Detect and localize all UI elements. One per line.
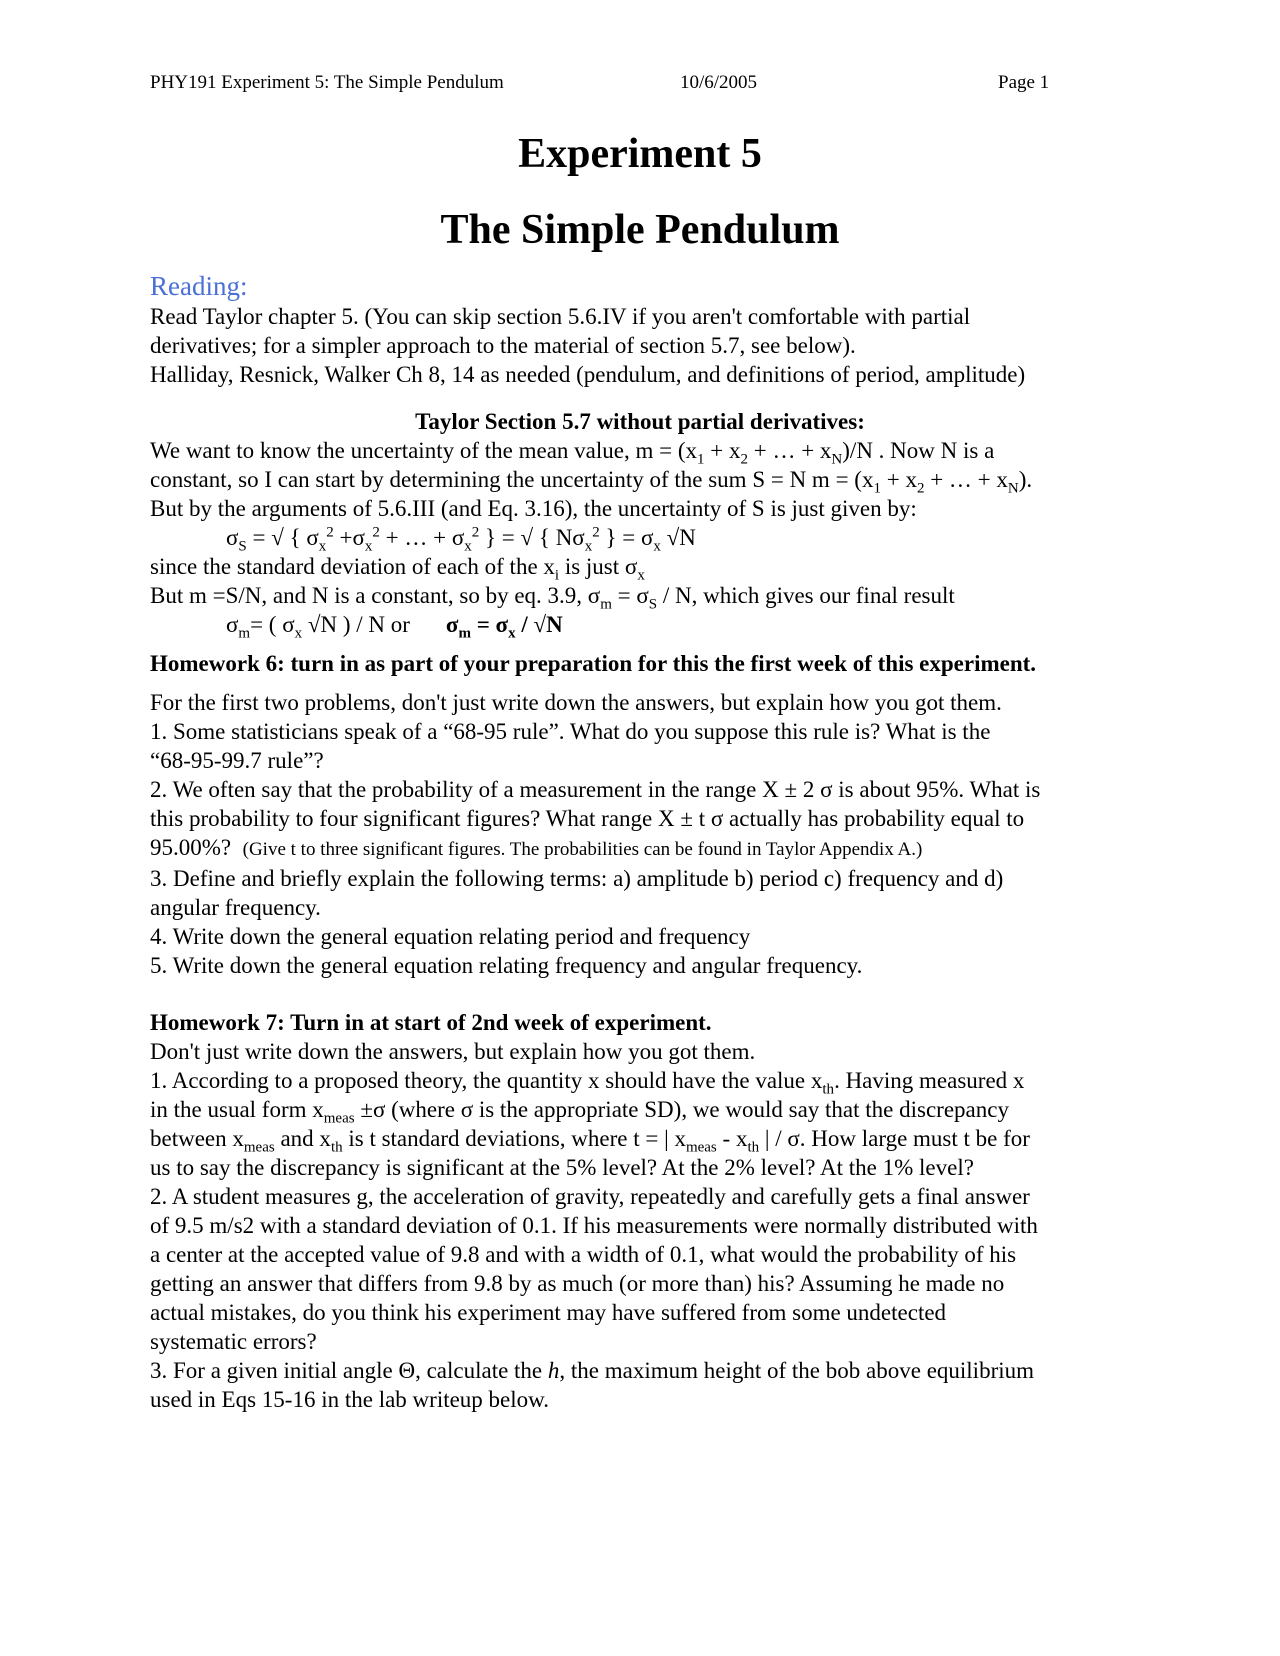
homework-7-heading: Homework 7: Turn in at start of 2nd week of experiment. (150, 1010, 712, 1035)
hw7-question-line: in the usual form $x_{meas} \pm\sigma$ (where σ is the appropriate SD), we would say that the discrepancy (150, 1097, 1009, 1127)
homework-6-heading: Homework 6: turn in as part of your preparation for this the first week of this experiment. (150, 651, 1037, 676)
header-page-number: Page 1 (998, 72, 1050, 93)
reading-heading: Reading: (150, 271, 248, 301)
taylor-section-heading: Taylor Section 5.7 without partial derivatives: (415, 409, 865, 434)
sigma-s-equation: $\sigma_S$ = √ { $\sigma_x^2 +\sigma_x^2$ + … + $\sigma_x^2$ } = √ { $N\sigma_x^2$ } = $\sigma_x$ √N (226, 524, 696, 555)
hw6-question-line: 2. We often say that the probability of a measurement in the range X ± 2 σ is about 95%. What is (150, 777, 1041, 802)
hw7-question-line: used in Eqs 15-16 in the lab writeup below. (150, 1387, 550, 1412)
hw7-question-line: getting an answer that differs from 9.8 by as much (or more than) his? Assuming he made no (150, 1271, 1005, 1296)
taylor-line: But by the arguments of 5.6.III (and Eq. 3.16), the uncertainty of S is just given by: (150, 496, 917, 521)
header-date: 10/6/2005 (680, 72, 758, 93)
taylor-line: But m =S/N, and N is a constant, so by eq. 3.9, $\sigma_m = \sigma_S / N$, which gives our final result (150, 583, 955, 613)
header-course: PHY191 Experiment 5: The Simple Pendulum (150, 72, 504, 93)
sigma-m-equation: $\sigma_m=$ ( $\sigma_x$ √N ) / N or $\sigma_m = \sigma_x / √N$ (226, 612, 563, 642)
hw6-question-line: 5. Write down the general equation relating frequency and angular frequency. (150, 953, 863, 978)
document-page (150, 72, 1130, 1414)
hw7-question-line: actual mistakes, do you think his experiment may have suffered from some undetected (150, 1300, 947, 1325)
hw7-question-line: 3. For a given initial angle Θ, calculate the h, the maximum height of the bob above equilibrium (150, 1358, 1035, 1383)
reading-line: Read Taylor chapter 5. (You can skip section 5.6.IV if you aren't comfortable with partial (150, 304, 971, 329)
hw6-question-line: 4. Write down the general equation relating period and frequency (150, 924, 751, 949)
taylor-line: We want to know the uncertainty of the mean value, $m = (x_1 + x_2$ + … + $x_N)/N$ . Now N is a (150, 438, 995, 468)
hw6-question-line: this probability to four significant figures? What range X ± t σ actually has probability equal to (150, 806, 1025, 831)
hw7-intro: Don't just write down the answers, but explain how you got them. (150, 1039, 756, 1064)
hw6-question-line: “68-95-99.7 rule”? (150, 748, 324, 773)
hw7-question-line: us to say the discrepancy is significant at the 5% level? At the 2% level? At the 1% level? (150, 1155, 974, 1180)
taylor-line: since the standard deviation of each of the $x_i$ is just $\sigma_x$ (150, 554, 645, 584)
hw6-question-line: 95.00%? (Give t to three significant figures. The probabilities can be found in Taylor Appendix A.) (150, 835, 923, 860)
taylor-line: constant, so I can start by determining the uncertainty of the sum S = N $m = (x_1 + x_2$ + … + $x_N$). (150, 467, 1033, 497)
reading-line: derivatives; for a simpler approach to the material of section 5.7, see below). (150, 333, 856, 358)
hw7-question-line: 1. According to a proposed theory, the quantity x should have the value $x_{th}$. Having measured x (150, 1068, 1025, 1098)
document-subtitle: The Simple Pendulum (440, 207, 840, 253)
hw7-question-line: 2. A student measures g, the acceleration of gravity, repeatedly and carefully gets a final answer (150, 1184, 1030, 1209)
reading-line: Halliday, Resnick, Walker Ch 8, 14 as needed (pendulum, and definitions of period, amplitude) (150, 362, 1026, 387)
hw6-question-line: 1. Some statisticians speak of a “68-95 rule”. What do you suppose this rule is? What is the (150, 719, 991, 744)
hw6-intro: For the first two problems, don't just write down the answers, but explain how you got them. (150, 690, 1002, 715)
hw7-question-line: a center at the accepted value of 9.8 and with a width of 0.1, what would the probability of his (150, 1242, 1017, 1267)
hw7-question-line: between $x_{meas}$ and $x_{th}$ is t standard deviations, where t = | $x_{meas} - x_{th}$ | / σ. How large must t be for (150, 1126, 1030, 1156)
hw7-question-line: systematic errors? (150, 1329, 317, 1354)
running-header (150, 72, 1130, 100)
hw6-question-line: angular frequency. (150, 895, 321, 920)
hw6-question-line: 3. Define and briefly explain the following terms: a) amplitude b) period c) frequency and d) (150, 866, 1004, 891)
hw7-question-line: of 9.5 m/s2 with a standard deviation of 0.1. If his measurements were normally distributed with (150, 1213, 1038, 1238)
document-title: Experiment 5 (518, 131, 762, 177)
